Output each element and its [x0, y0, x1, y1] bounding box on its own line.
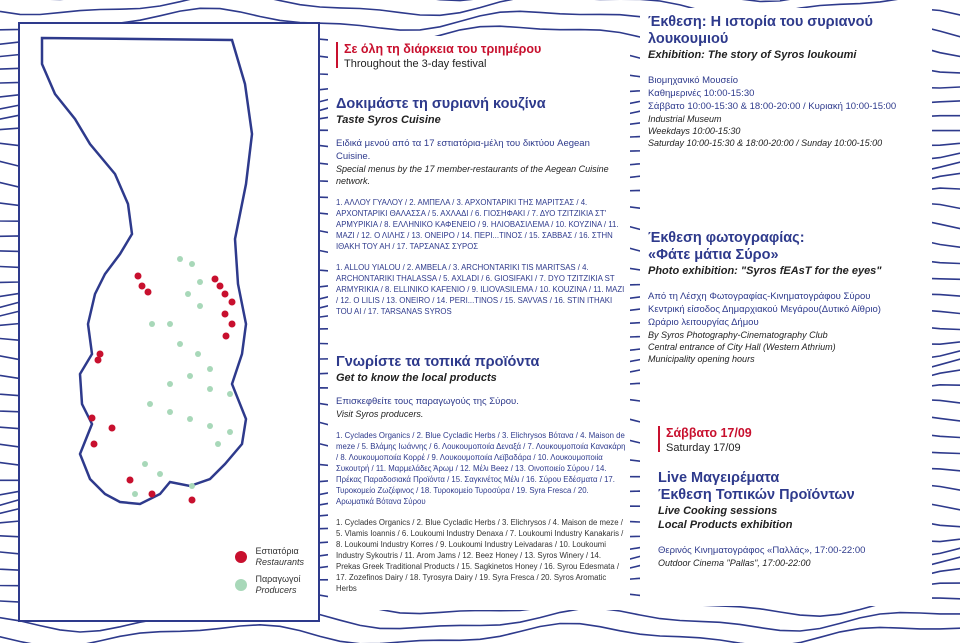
- saturday-title-en-2: Local Products exhibition: [658, 519, 793, 531]
- loukoumi-hours2-gr: Σάββατο 10:00-15:30 & 18:00-20:00 / Κυριακή 10:00-15:00: [648, 101, 897, 112]
- photo-title-gr-2: «Φάτε μάτια Σύρο»: [648, 247, 779, 263]
- restaurant-marker: [222, 291, 229, 298]
- products-section: [336, 354, 626, 594]
- syros-map: [20, 24, 320, 622]
- syros-island-outline: [42, 38, 252, 504]
- producer-marker: [215, 441, 221, 447]
- restaurant-marker: [145, 289, 152, 296]
- loukoumi-title-en: Exhibition: The story of Syros loukoumi: [648, 49, 857, 61]
- loukoumi-hours1-gr: Καθημερινές 10:00-15:30: [648, 88, 755, 99]
- restaurant-marker: [97, 351, 104, 358]
- restaurant-marker: [127, 477, 134, 484]
- producer-marker: [177, 256, 183, 262]
- producer-marker: [167, 321, 173, 327]
- restaurant-list-gr: 1. ΑΛΛΟΥ ΓΥΑΛΟΥ / 2. ΑΜΠΕΛΑ / 3. ΑΡΧΟΝΤΑΡΙΚΙ ΤΗΣ ΜΑΡΙΤΣΑΣ / 4. ΑΡΧΟΝΤΑΡΙΚΙ ΘΑΛΑΣΣΑ / 5. ΑΧΛΑΔΙ / 6. ΓΙΟΣΗΦΑΚΙ / 7. ΔΥΟ ΤΖΙΤΖΙΚΙΑ ΣΤ' ΑΡΜΥΡΙΚΙΑ / 8. ΕΛΛΗΝΙΚΟ ΚΑΦΕΝΕΙΟ / 9. ΗΛΙΟΒΑΣΙΛΕΜΑ / 10. ΚΟΥΖΙΝΑ / 11. ΜΑΖΙ / 12. Ο ΛΙΛΗΣ / 13. ΟΝΕΙΡΟ / 14. ΠΕΡΙ...ΤΙΝΟΣ / 15. ΣΑΒΒΑΣ / 16. ΣΤΗΝ ΙΘΑΚΗ ΤΟΥ ΑΗ / 17. ΤΑΡΣΑΝΑΣ ΣΥΡΟΣ: [336, 198, 619, 251]
- legend-producers-en: Producers: [255, 585, 297, 595]
- saturday-section: [658, 470, 928, 569]
- restaurant-marker: [223, 333, 230, 340]
- photo-line3-gr: Ωράριο λειτουργίας Δήμου: [648, 317, 759, 328]
- producer-marker: [207, 386, 213, 392]
- restaurant-marker: [217, 283, 224, 290]
- photo-title-en: Photo exhibition: "Syros fEAsT for the eyes": [648, 265, 882, 277]
- producer-marker: [187, 416, 193, 422]
- cuisine-section: [336, 96, 626, 317]
- legend-restaurants-en: Restaurants: [255, 557, 304, 567]
- saturday-title-gr-1: Live Μαγειρέματα: [658, 470, 780, 486]
- producer-marker: [197, 303, 203, 309]
- restaurant-marker: [139, 283, 146, 290]
- loukoumi-hours2-en: Saturday 10:00-15:30 & 18:00-20:00 / Sunday 10:00-15:00: [648, 138, 883, 148]
- saturday-date-en: Saturday 17/09: [666, 442, 741, 454]
- saturday-date: [658, 426, 752, 456]
- wave-line: [0, 624, 960, 643]
- producer-list-gr: 1. Cyclades Organics / 2. Blue Cycladic Herbs / 3. Elichrysos Βότανα / 4. Maison de meze / 5. Βλάμης Ιωάννης / 6. Λουκουμοποιία Δεναξά / 7. Λουκουμοποιία Κανακάρη / 8. Λουκουμοποιία Κορρέ / 9. Λουκουμοποιία Λεϊβαδάρα / 10. Λουκουμοποιία Συκουτρή / 11. Μαρμελάδες Άρωμ / 12. Μέλι Beez / 13. Οινοποιείο Σύρου / 14. Πρέκας Παραδοσιακά Προϊόντα / 15. Σαγκινέτος Μέλι / 16. Σύρου Εδέσματα / 17. Τυροκομείο Ζωζέφινος / 18. Τυροκομείο Τυροσύρα / 19. Syra Fresca / 20. Αρωματικά Βότανα Σύρου: [336, 431, 626, 506]
- producer-marker: [187, 373, 193, 379]
- red-accent-bar: [336, 42, 338, 68]
- restaurant-marker: [135, 273, 142, 280]
- products-title-en: Get to know the local products: [336, 372, 497, 384]
- restaurant-list-en: 1. ALLOU YIALOU / 2. AMBELA / 3. ARCHONTARIKI TIS MARITSAS / 4. ARCHONTARIKI THALASSA / 5. AXLADI / 6. GIOSIFAKI / 7. DYO TZITZIKIA ST ARMYRIKIA / 8. ELLINIKO KAFENIO / 9. ILIOVASILEMA / 10. KOUZINA / 11. MAZI / 12. O LILIS / 13. ONEIRO / 14. PERI...TINOS / 15. SAVVAS / 16. STIN ITHAKI TOU AI / 17. TARSANAS SYROS: [336, 263, 625, 316]
- restaurant-marker: [229, 299, 236, 306]
- producer-list-en: 1. Cyclades Organics / 2. Blue Cycladic Herbs / 3. Elichrysos / 4. Maison de meze / 5. Vlamis Ioannis / 6. Loukoumi Industry Denaxa / 7. Loukoumi Industry Kanakaris / 8. Loukoumi Industry Korres / 9. Loukoumi Industry Leivadaras / 10. Loukoumi Industry Sykoutris / 11. Arom Jams / 12. Beez Honey / 13. Syros Winery / 14. Prekas Greek Traditional Products / 15. Sagkinetos Honey / 16. Syrou Edesmata / 17. Zozefinos Dairy / 18. Tyrosyra Dairy / 19. Syra Fresca / 20. Syros Aromatic Herbs: [336, 518, 624, 593]
- cuisine-title-gr: Δοκιμάστε τη συριανή κουζίνα: [336, 96, 546, 112]
- restaurant-marker: [89, 415, 96, 422]
- red-accent-bar: [658, 426, 660, 452]
- loukoumi-hours1-en: Weekdays 10:00-15:30: [648, 126, 741, 136]
- intro-title-en: Throughout the 3-day festival: [344, 58, 487, 70]
- producer-marker: [227, 391, 233, 397]
- photo-section: [648, 230, 928, 365]
- producer-marker: [207, 423, 213, 429]
- producer-marker: [149, 321, 155, 327]
- restaurant-marker: [189, 497, 196, 504]
- producer-marker: [189, 483, 195, 489]
- producer-marker: [142, 461, 148, 467]
- producer-marker: [167, 409, 173, 415]
- photo-line1-en: By Syros Photography-Cinematography Club: [648, 330, 828, 340]
- cuisine-desc-en: Special menus by the 17 member-restaurants of the Aegean Cuisine network.: [336, 164, 609, 186]
- photo-line1-gr: Από τη Λέσχη Φωτογραφίας-Κινηματογράφου Σύρου: [648, 291, 871, 302]
- saturday-title-gr-2: Έκθεση Τοπικών Προϊόντων: [658, 487, 855, 503]
- saturday-venue-en: Outdoor Cinema "Pallas", 17:00-22:00: [658, 558, 811, 568]
- saturday-title-en-1: Live Cooking sessions: [658, 505, 778, 517]
- photo-line2-en: Central entrance of City Hall (Western Athrium): [648, 342, 836, 352]
- photo-line2-gr: Κεντρική είσοδος Δημαρχιακού Μεγάρου(Δυτικό Αίθριο): [648, 304, 881, 315]
- producer-legend-dot: [235, 579, 247, 591]
- producer-marker: [185, 291, 191, 297]
- photo-title-gr-1: Έκθεση φωτογραφίας:: [648, 230, 805, 246]
- producer-marker: [157, 471, 163, 477]
- products-desc-gr: Επισκεφθείτε τους παραγωγούς της Σύρου.: [336, 396, 519, 407]
- restaurant-marker: [109, 425, 116, 432]
- map-panel: [18, 22, 320, 622]
- saturday-venue-gr: Θερινός Κινηματογράφος «Παλλάς», 17:00-22:00: [658, 545, 866, 556]
- restaurant-marker: [222, 311, 229, 318]
- legend-restaurants-gr: Εστιατόρια: [255, 546, 299, 556]
- cuisine-desc-gr: Ειδικά μενού από τα 17 εστιατόρια-μέλη του δικτύου Aegean Cuisine.: [336, 138, 590, 162]
- wave-line: [0, 0, 960, 2]
- right-panel: [640, 8, 932, 606]
- cuisine-title-en: Taste Syros Cuisine: [336, 114, 441, 126]
- loukoumi-place-en: Industrial Museum: [648, 114, 722, 124]
- products-desc-en: Visit Syros producers.: [336, 409, 424, 419]
- producer-marker: [189, 261, 195, 267]
- producer-marker: [197, 279, 203, 285]
- loukoumi-section: [648, 14, 928, 149]
- map-legend: [235, 546, 320, 596]
- restaurant-marker: [91, 441, 98, 448]
- restaurant-marker: [212, 276, 219, 283]
- products-title-gr: Γνωρίστε τα τοπικά προϊόντα: [336, 354, 540, 370]
- producer-marker: [227, 429, 233, 435]
- saturday-date-gr: Σάββατο 17/09: [666, 426, 752, 440]
- producer-marker: [147, 401, 153, 407]
- restaurant-marker: [95, 357, 102, 364]
- producer-marker: [195, 351, 201, 357]
- restaurant-marker: [149, 491, 156, 498]
- middle-panel: [328, 36, 630, 610]
- photo-line3-en: Municipality opening hours: [648, 354, 755, 364]
- restaurant-marker: [229, 321, 236, 328]
- intro-section: [336, 42, 541, 72]
- loukoumi-title-gr: Έκθεση: Η ιστορία του συριανού λουκουμιού: [648, 14, 873, 47]
- intro-title-gr: Σε όλη τη διάρκεια του τριημέρου: [344, 42, 542, 56]
- producer-marker: [177, 341, 183, 347]
- producer-marker: [132, 491, 138, 497]
- producer-marker: [207, 366, 213, 372]
- producer-marker: [167, 381, 173, 387]
- restaurant-legend-dot: [235, 551, 247, 563]
- loukoumi-place-gr: Βιομηχανικό Μουσείο: [648, 75, 739, 86]
- legend-producers-gr: Παραγωγοί: [255, 574, 301, 584]
